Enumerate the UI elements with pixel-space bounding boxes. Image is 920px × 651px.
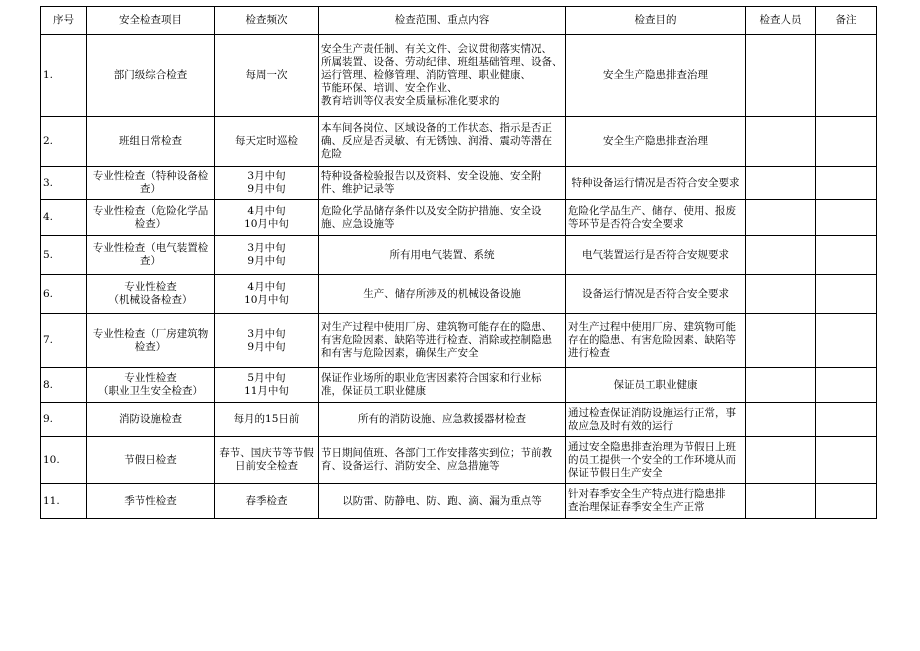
row-goal-line: 存在的隐患、有害危险因素、缺陷等 [568,334,736,346]
row-scope-line: 节日期间值班、各部门工作安排落实到位；节前教 [321,447,552,459]
row-scope-line: 和有害与危险因素，确保生产安全 [321,347,479,359]
row-goal-line: 等环节是否符合安全要求 [568,217,684,230]
row-scope [319,437,566,484]
row-frequency [215,314,319,368]
row-scope [319,484,566,519]
header-goal: 检查目的 [566,7,746,35]
row-scope-line: 件、维护记录等 [321,183,395,195]
row-remarks [816,200,877,236]
row-remarks [816,314,877,368]
table-row [41,403,877,437]
row-inspector [746,314,816,368]
table-row [41,167,877,200]
row-item-line: （机械设备检查） [108,294,193,306]
row-remarks [816,117,877,167]
row-item-line: 专业性检查 [124,281,177,293]
row-item-line: 专业性检查 [124,372,177,384]
row-goal [566,484,746,519]
row-scope-line: 危险 [321,148,342,160]
row-item-line: 班组日常检查 [119,135,182,147]
row-item-line: （职业卫生安全检查） [98,385,203,397]
row-goal-line: 通过安全隐患排查治理为节假日上班 [568,440,736,453]
row-item [87,35,215,117]
row-goal [566,275,746,314]
row-goal [566,368,746,403]
row-frequency-line: 9月中旬 [247,183,286,195]
row-scope-line: 有害危险因素、缺陷等进行检查、消除或控制隐患 [321,334,552,346]
row-item-line: 查） [140,255,161,267]
table-row [41,275,877,314]
table-row [41,314,877,368]
row-item-line: 专业性检查（特种设备检 [92,170,209,182]
row-item [87,236,215,275]
row-frequency-line: 4月中旬 [247,281,286,293]
row-scope [319,403,566,437]
row-inspector [746,275,816,314]
row-scope [319,117,566,167]
row-frequency-line: 9月中旬 [247,255,286,267]
row-frequency-line: 每周一次 [245,69,288,81]
row-goal-line: 安全生产隐患排查治理 [603,69,708,81]
row-inspector [746,484,816,519]
row-goal-line: 对生产过程中使用厂房、建筑物可能 [568,321,736,333]
row-goal [566,117,746,167]
row-frequency-line: 9月中旬 [247,340,286,353]
row-remarks [816,167,877,200]
row-frequency-line: 10月中旬 [244,294,289,306]
row-number: 9. [41,403,87,437]
header-row [41,7,877,35]
row-number: 1. [41,35,87,117]
row-item-line: 专业性检查（危险化学品 [92,204,209,217]
row-frequency [215,484,319,519]
row-number: 10. [41,437,87,484]
row-item [87,484,215,519]
row-scope-line: 节能环保、培训、安全作业、 [321,82,458,94]
table-row [41,117,877,167]
row-remarks [816,275,877,314]
row-scope-line: 育、设备运行、消防安全、应急措施等 [321,460,500,472]
row-goal [566,314,746,368]
row-number: 4. [41,200,87,236]
row-inspector [746,167,816,200]
row-scope-line: 对生产过程中使用厂房、建筑物可能存在的隐患、 [321,321,552,333]
row-scope-line: 所属装置、设备、劳动纪律、班组基础管理、设备、 [321,56,563,68]
row-frequency-line: 4月中旬 [247,204,286,217]
row-scope [319,200,566,236]
header-scope: 检查范围、重点内容 [319,7,566,35]
safety-inspection-table [40,6,877,519]
row-scope-line: 安全生产责任制、有关文件、会议贯彻落实情况、 [321,43,552,55]
row-frequency [215,200,319,236]
row-number: 5. [41,236,87,275]
row-item [87,314,215,368]
row-scope-line: 确、反应是否灵敏、有无锈蚀、润滑、震动等潜在 [321,135,552,147]
row-inspector [746,236,816,275]
row-item-line: 查） [140,183,161,195]
row-frequency-line: 11月中旬 [244,385,289,397]
row-goal-line: 查治理保证春季安全生产正常 [568,501,705,513]
row-scope-line: 所有用电气装置、系统 [389,248,495,261]
row-frequency-line: 每月的15日前 [233,413,300,425]
row-item-line: 部门级综合检查 [113,69,188,81]
row-scope-line: 生产、储存所涉及的机械设备设施 [363,287,521,300]
table-row [41,437,877,484]
row-number: 2. [41,117,87,167]
row-frequency [215,403,319,437]
table-row [41,236,877,275]
row-goal-line: 安全生产隐患排查治理 [603,135,708,147]
header-item: 安全检查项目 [87,7,215,35]
row-goal-line: 危险化学品生产、储存、使用、报废 [568,204,736,217]
row-goal [566,35,746,117]
row-goal [566,403,746,437]
row-number: 7. [41,314,87,368]
row-number: 3. [41,167,87,200]
row-item-line: 节假日检查 [124,453,177,466]
row-goal-line: 的员工提供一个安全的工作环境从而 [568,453,736,466]
table-row [41,200,877,236]
row-remarks [816,236,877,275]
row-remarks [816,437,877,484]
table-row [41,368,877,403]
row-scope-line: 运行管理、检修管理、消防管理、职业健康、 [321,69,531,81]
row-scope [319,167,566,200]
row-item-line: 检查） [134,217,167,230]
row-item [87,200,215,236]
row-scope [319,275,566,314]
table-row [41,35,877,117]
row-scope [319,236,566,275]
row-goal-line: 设备运行情况是否符合安全要求 [582,287,729,300]
row-inspector [746,117,816,167]
row-frequency-line: 春节、国庆节等节假 [219,447,314,459]
row-scope-line: 施、应急设施等 [321,217,395,230]
header-frequency: 检查频次 [215,7,319,35]
table-row [41,484,877,519]
header-no: 序号 [41,7,87,35]
header-inspector: 检查人员 [746,7,816,35]
row-item [87,437,215,484]
row-item-line: 检查） [134,340,167,353]
row-goal-line: 保证员工职业健康 [613,378,698,391]
row-goal [566,167,746,200]
row-item-line: 消防设施检查 [119,413,182,425]
row-frequency [215,35,319,117]
row-scope-line: 所有的消防设施、应急救援器材检查 [358,413,526,425]
row-frequency [215,368,319,403]
row-item [87,117,215,167]
row-frequency-line: 春季检查 [245,494,288,507]
row-scope-line: 以防雷、防静电、防、跑、滴、漏为重点等 [342,494,542,507]
row-remarks [816,35,877,117]
row-number: 11. [41,484,87,519]
row-goal [566,437,746,484]
row-goal-line: 故应急及时有效的运行 [568,419,673,432]
row-scope [319,368,566,403]
row-item-line: 季节性检查 [124,494,177,507]
row-scope [319,314,566,368]
row-scope-line: 本车间各岗位、区域设备的工作状态、指示是否正 [321,122,552,134]
row-scope-line: 教育培训等仪表安全质量标准化要求的 [321,95,500,107]
row-goal-line: 进行检查 [568,347,610,359]
row-inspector [746,403,816,437]
row-frequency-line: 5月中旬 [247,372,286,384]
row-inspector [746,35,816,117]
row-inspector [746,368,816,403]
row-number: 6. [41,275,87,314]
row-item [87,275,215,314]
row-inspector [746,200,816,236]
row-scope-line: 准，保证员工职业健康 [321,385,426,397]
row-item-line: 专业性检查（电气装置检 [92,242,209,254]
row-scope [319,35,566,117]
row-frequency [215,117,319,167]
row-goal-line: 针对春季安全生产特点进行隐患排 [568,488,726,500]
row-remarks [816,403,877,437]
row-number: 8. [41,368,87,403]
row-frequency [215,275,319,314]
row-inspector [746,437,816,484]
row-item [87,368,215,403]
row-goal-line: 通过检查保证消防设施运行正常，事 [568,406,736,419]
row-goal-line: 电气装置运行是否符合安规要求 [582,248,729,261]
row-remarks [816,368,877,403]
row-scope-line: 保证作业场所的职业危害因素符合国家和行业标 [321,372,542,384]
row-item-line: 专业性检查（厂房建筑物 [92,327,209,340]
row-frequency [215,236,319,275]
row-frequency-line: 3月中旬 [247,242,286,254]
row-goal-line: 特种设备运行情况是否符合安全要求 [571,176,740,189]
row-item [87,403,215,437]
row-goal [566,236,746,275]
row-goal [566,200,746,236]
row-item [87,167,215,200]
row-frequency-line: 3月中旬 [247,327,286,340]
row-frequency-line: 每天定时巡检 [235,135,298,147]
row-frequency [215,437,319,484]
row-scope-line: 特种设备检验报告以及资料、安全设施、安全附 [321,170,542,182]
row-scope-line: 危险化学品储存条件以及安全防护措施、安全设 [321,204,542,217]
row-frequency-line: 日前安全检查 [235,460,298,472]
row-remarks [816,484,877,519]
row-frequency [215,167,319,200]
row-goal-line: 保证节假日生产安全 [568,466,663,479]
row-frequency-line: 3月中旬 [247,170,286,182]
header-remarks: 备注 [816,7,877,35]
row-frequency-line: 10月中旬 [244,217,289,230]
